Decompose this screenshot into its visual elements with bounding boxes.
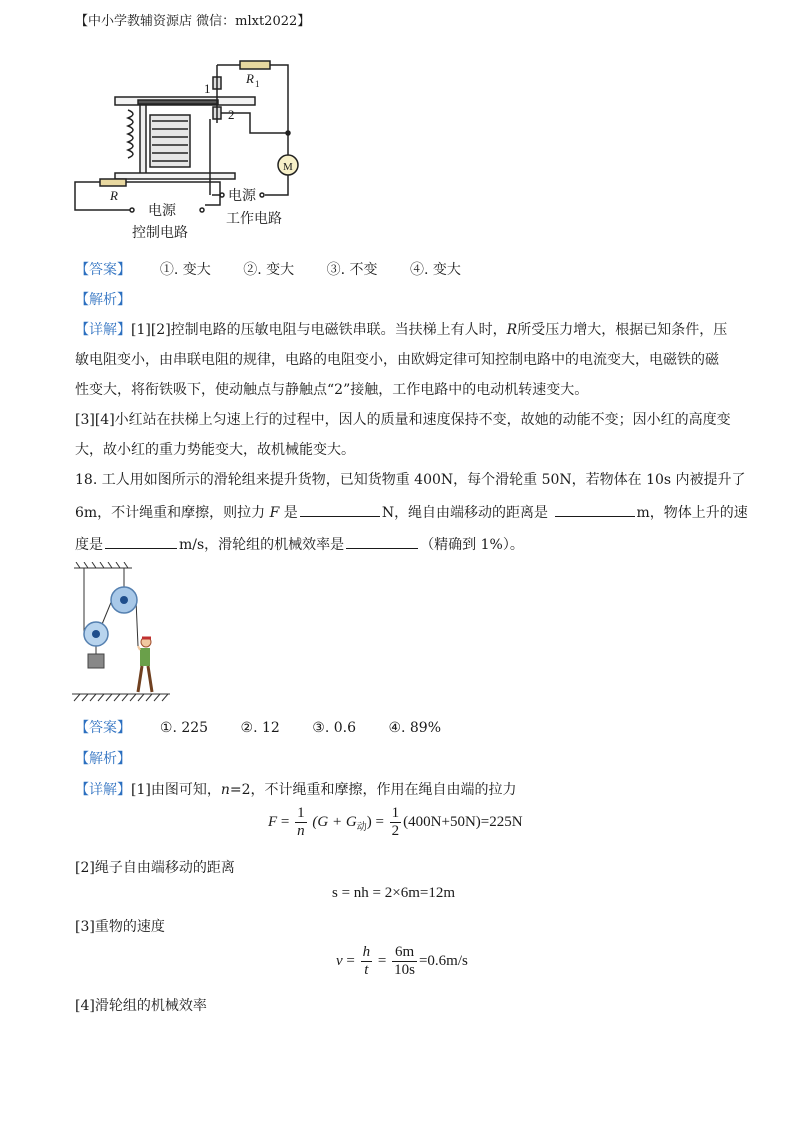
motor-label: M — [283, 161, 293, 173]
answer-item: ④. 89% — [388, 720, 442, 736]
answer-item: ①. 变大 — [159, 262, 211, 278]
resistor-r1-label: R — [246, 71, 254, 86]
detail-text: 所受压力增大，根据已知条件，压 — [517, 322, 728, 338]
formula-distance: s = nh = 2×6m=12m — [332, 885, 456, 901]
answer-item: ②. 变大 — [243, 262, 295, 278]
q18-question-line: 6m，不计绳重和摩擦，则拉力 F 是 N，绳自由端移动的距离是 m，物体上升的速 — [75, 502, 748, 524]
q17-detail-line: 敏电阻变小，由串联电阻的规律，电路的电阻变小，由欧姆定律可知控制电路中的电流变大，电磁铁的磁 — [75, 352, 719, 368]
q17-detail-line: 性变大，将衔铁吸下，使动触点与静触点“2”接触，工作电路中的电动机转速变大。 — [75, 382, 589, 398]
detail-label: 【详解】 — [75, 782, 131, 798]
q18-detail-line: [3]重物的速度 — [75, 919, 165, 935]
q18-detail-line: 【详解】[1]由图可知，n=2，不计绳重和摩擦，作用在绳自由端的拉力 — [75, 782, 517, 798]
answer-item: ③. 0.6 — [312, 720, 356, 736]
q18-detail-line: [4]滑轮组的机械效率 — [75, 998, 207, 1014]
answer-blank — [300, 502, 380, 517]
work-circuit-label: 工作电路 — [226, 211, 282, 227]
analysis-label: 【解析】 — [75, 292, 131, 308]
relay-circuit-diagram — [70, 55, 310, 245]
detail-label: 【详解】 — [75, 322, 131, 338]
q17-detail-line: 大，故小红的重力势能变大，故机械能变大。 — [75, 442, 355, 458]
analysis-label: 【解析】 — [75, 751, 131, 767]
control-circuit-label: 控制电路 — [132, 225, 188, 241]
pulley-system-figure — [72, 562, 177, 702]
formula-velocity: v = $\frac{h}{t}$ = $\frac{6m}{10s}$ =0.6m/s — [336, 944, 468, 978]
answer-label: 【答案】 — [75, 720, 131, 736]
contact-label-2: 2 — [228, 107, 235, 122]
q18-question-line: 18. 工人用如图所示的滑轮组来提升货物，已知货物重 400N，每个滑轮重 50N，若物体在 10s 内被提升了 — [75, 472, 746, 488]
q17-detail-line — [75, 319, 727, 341]
q18-detail-line: [2]绳子自由端移动的距离 — [75, 860, 235, 876]
q18-question-line: 度是 m/s，滑轮组的机械效率是 （精确到 1%）。 — [75, 534, 524, 556]
work-source-label: 电源 — [228, 188, 256, 204]
control-source-label: 电源 — [148, 203, 176, 219]
answer-item: ②. 12 — [240, 720, 280, 736]
page-header: 【中小学教辅资源店 微信：mlxt2022】 — [75, 14, 311, 29]
answer-blank — [346, 534, 418, 549]
answer-blank — [105, 534, 177, 549]
resistor-r1-sub: 1 — [255, 79, 260, 89]
contact-label-1: 1 — [204, 81, 211, 96]
answer-item: ④. 变大 — [409, 262, 461, 278]
formula-force: F = $\frac{1}{n}$ $(G + G_动)$ = $\frac{1}{2}$ (400N+50N)=225N — [268, 805, 523, 839]
answer-item: ①. 225 — [159, 720, 209, 736]
answer-label: 【答案】 — [75, 262, 131, 278]
answer-item: ③. 不变 — [326, 262, 378, 278]
q17-detail-line: [3][4]小红站在扶梯上匀速上行的过程中，因人的质量和速度保持不变，故她的动能不变；因小红的高度变 — [75, 412, 731, 428]
q17-answer-row — [75, 259, 489, 281]
resistor-r-label: R — [110, 188, 118, 203]
answer-blank — [555, 502, 635, 517]
q18-answer-row — [75, 717, 469, 739]
detail-text: [1][2]控制电路的压敏电阻与电磁铁串联。当扶梯上有人时， — [131, 322, 507, 338]
detail-variable: R — [506, 322, 518, 338]
